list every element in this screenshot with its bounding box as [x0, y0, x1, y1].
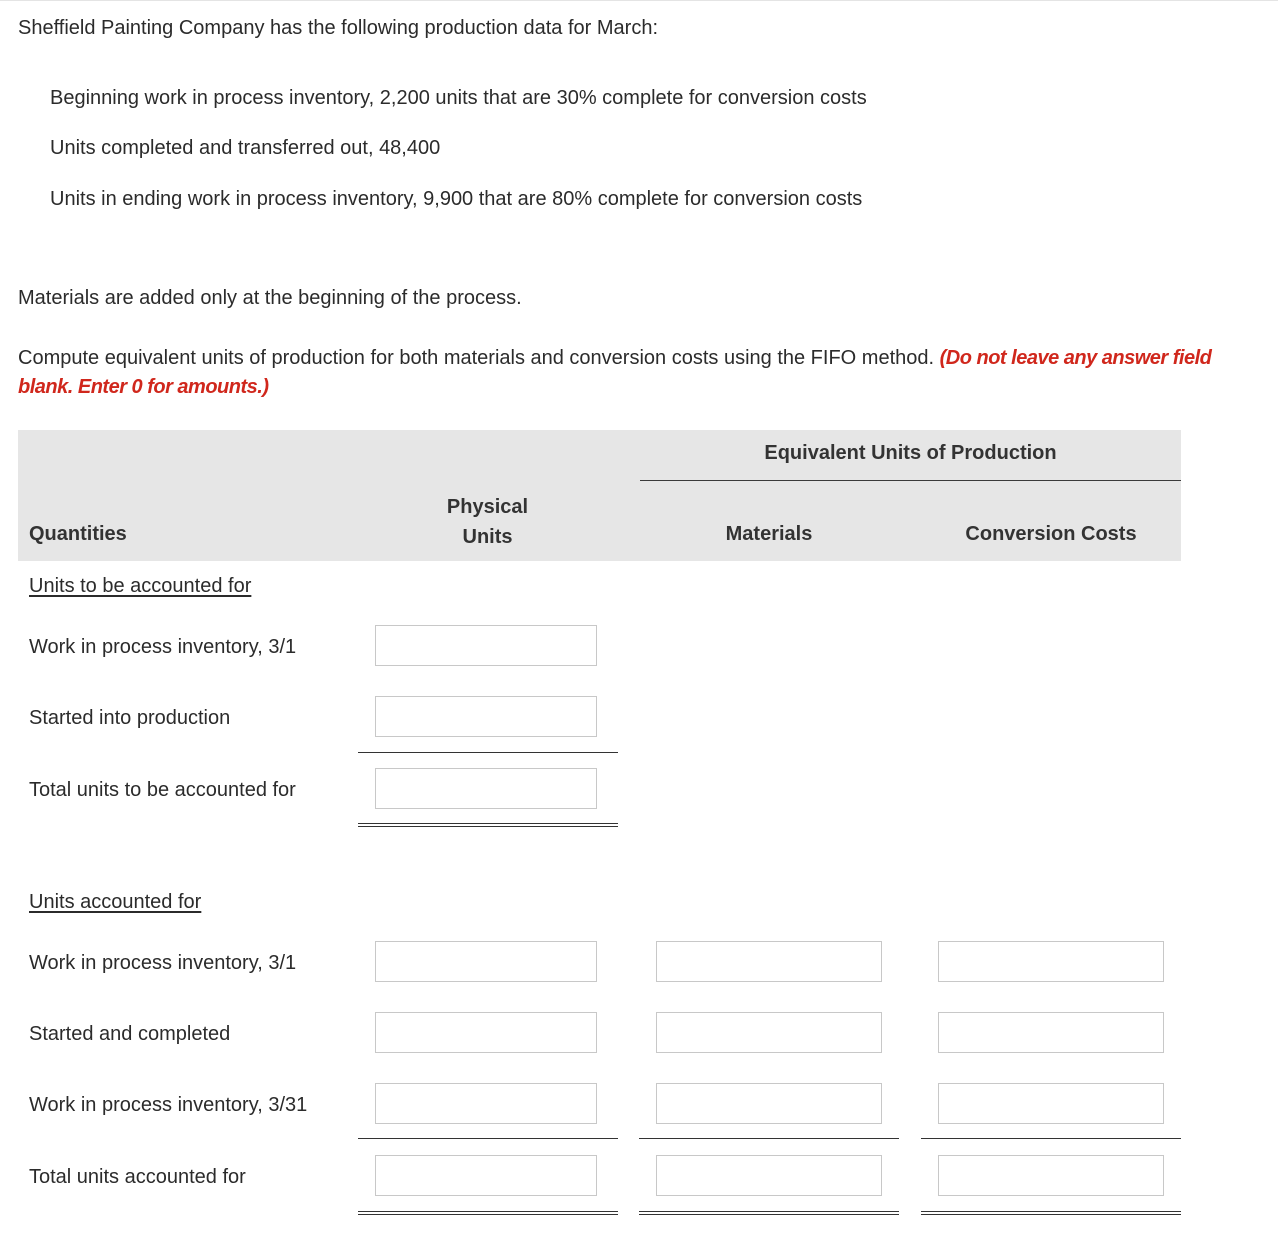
total-double-rule	[358, 1211, 618, 1215]
physical-units-line2: Units	[462, 526, 513, 548]
row-label-wip-beginning: Work in process inventory, 3/1	[29, 636, 297, 658]
top-divider	[0, 0, 1278, 1]
quantities-heading: Quantities	[29, 523, 127, 545]
conversion-wip-ending-input[interactable]	[938, 1083, 1164, 1124]
row-label-total-accounted: Total units accounted for	[29, 1166, 246, 1188]
instructions	[18, 344, 1258, 402]
data-item-beginning-wip: Beginning work in process inventory, 2,200 units that are 30% complete for conversion costs	[50, 87, 867, 109]
equivalent-units-underline	[640, 480, 1181, 481]
subtotal-rule	[639, 1138, 899, 1139]
instruction-note: (Do not leave any answer field blank. Enter 0 for amounts.)	[18, 347, 1212, 398]
physical-units-line1: Physical	[446, 496, 529, 518]
materials-wip-ending-input[interactable]	[656, 1083, 882, 1124]
data-item-ending-wip: Units in ending work in process inventory, 9,900 that are 80% complete for conversion costs	[50, 188, 863, 210]
conversion-wip-beginning-input[interactable]	[938, 941, 1164, 982]
subtotal-rule	[358, 752, 618, 753]
physical-units-wip-ending-input[interactable]	[375, 1083, 597, 1124]
materials-started-completed-input[interactable]	[656, 1012, 882, 1053]
equivalent-units-heading: Equivalent Units of Production	[764, 442, 1057, 464]
physical-units-heading	[375, 492, 600, 552]
physical-units-wip-beginning-input[interactable]	[375, 625, 597, 666]
row-label-wip-ending: Work in process inventory, 3/31	[29, 1094, 308, 1116]
physical-units-total-accounted-input[interactable]	[375, 1155, 597, 1196]
data-item-units-completed: Units completed and transferred out, 48,400	[50, 137, 441, 159]
materials-note: Materials are added only at the beginning of the process.	[18, 287, 522, 309]
physical-units-wip-beginning-accounted-input[interactable]	[375, 941, 597, 982]
subtotal-rule	[921, 1138, 1181, 1139]
total-double-rule	[639, 1211, 899, 1215]
physical-units-total-to-be-accounted-input[interactable]	[375, 768, 597, 809]
conversion-started-completed-input[interactable]	[938, 1012, 1164, 1053]
instruction-text: Compute equivalent units of production for both materials and conversion costs using the FIFO method.	[18, 347, 935, 369]
total-double-rule	[921, 1211, 1181, 1215]
problem-intro: Sheffield Painting Company has the following production data for March:	[18, 17, 659, 39]
materials-wip-beginning-input[interactable]	[656, 941, 882, 982]
physical-units-started-completed-input[interactable]	[375, 1012, 597, 1053]
conversion-costs-heading: Conversion Costs	[965, 523, 1137, 545]
materials-total-accounted-input[interactable]	[656, 1155, 882, 1196]
row-label-started-and-completed: Started and completed	[29, 1023, 231, 1045]
row-label-total-to-be-accounted: Total units to be accounted for	[29, 779, 296, 801]
materials-heading: Materials	[725, 523, 813, 545]
section-units-accounted-for: Units accounted for	[29, 891, 202, 913]
conversion-total-accounted-input[interactable]	[938, 1155, 1164, 1196]
subtotal-rule	[358, 1138, 618, 1139]
physical-units-started-input[interactable]	[375, 696, 597, 737]
total-double-rule	[358, 823, 618, 827]
row-label-wip-beginning-accounted: Work in process inventory, 3/1	[29, 952, 297, 974]
section-units-to-be-accounted: Units to be accounted for	[29, 575, 252, 597]
row-label-started-into-production: Started into production	[29, 707, 231, 729]
